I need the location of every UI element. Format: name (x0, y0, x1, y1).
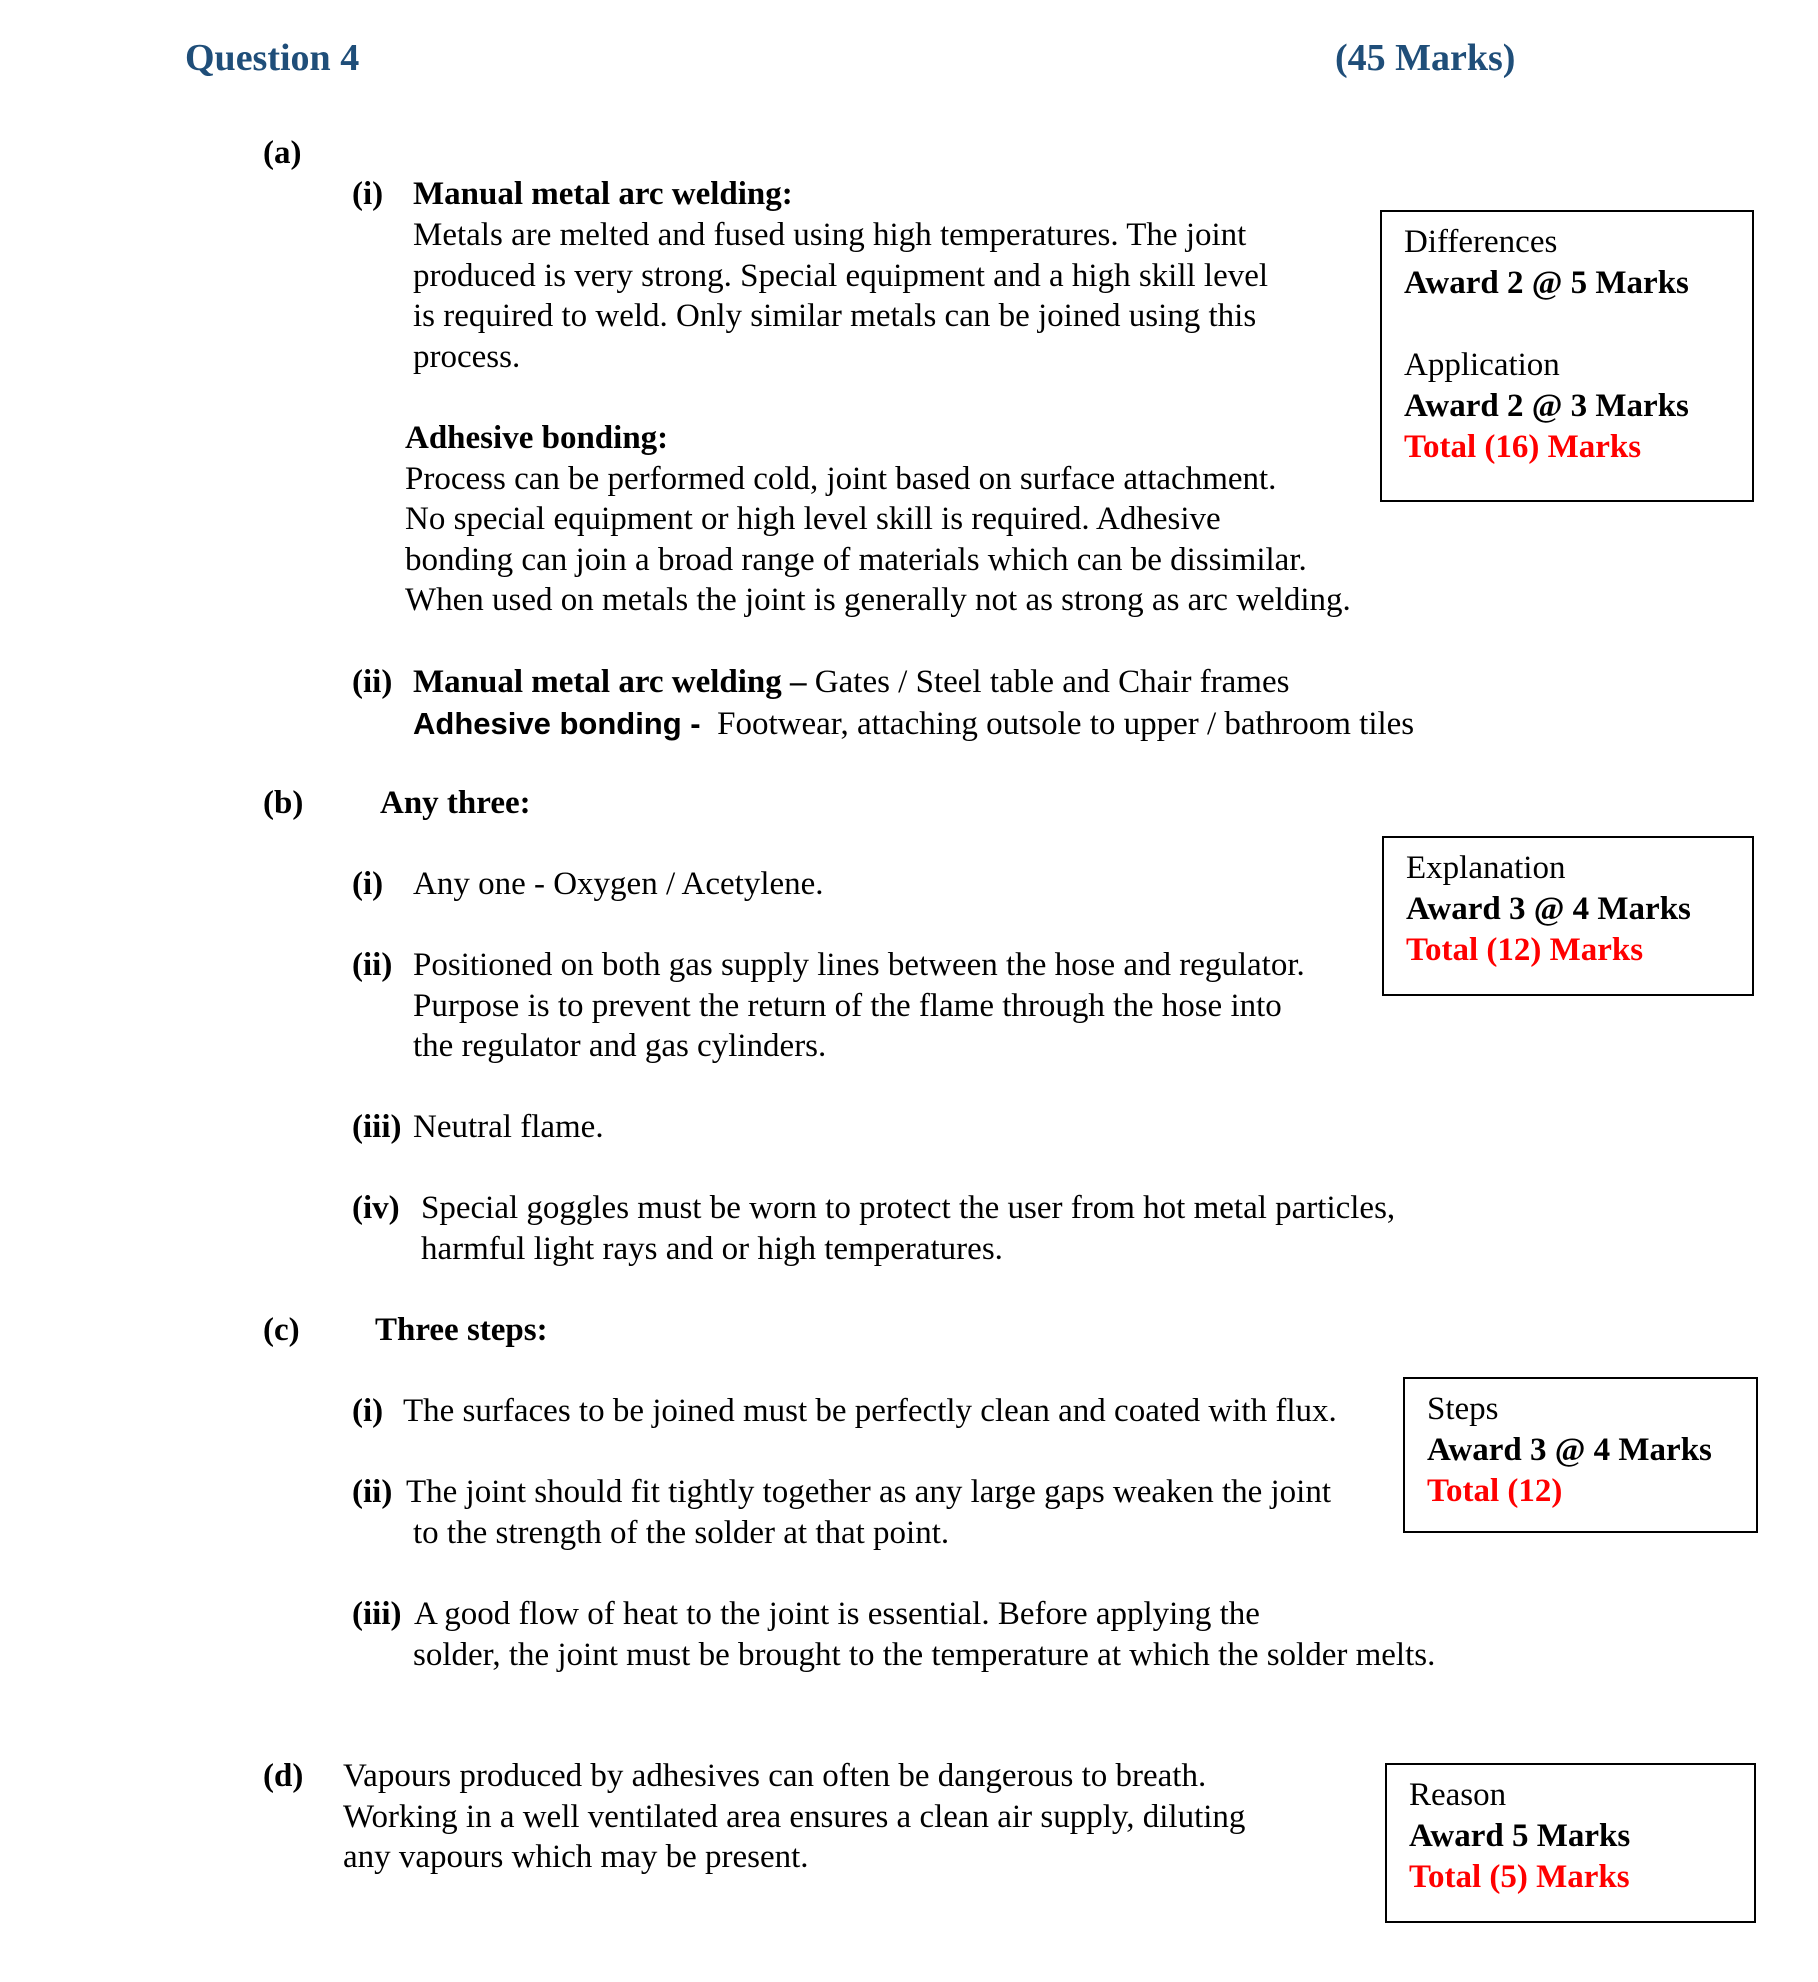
part-b-iii-num: (iii) (352, 1109, 402, 1145)
part-b-iv-line: Special goggles must be worn to protect the user from hot metal particles, (421, 1190, 1396, 1226)
marks-box-a-award: Award 2 @ 5 Marks (1404, 265, 1689, 301)
part-c-i-num: (i) (352, 1393, 384, 1429)
part-b-i-num: (i) (352, 866, 384, 902)
part-a-mma-line: process. (413, 339, 521, 375)
part-b-iv-num: (iv) (352, 1190, 400, 1226)
marks-box-d-total: Total (5) Marks (1409, 1859, 1630, 1895)
part-a-mma-line: is required to weld. Only similar metals can be joined using this (413, 298, 1257, 334)
part-a-adhesive-line: Process can be performed cold, joint based on surface attachment. (405, 461, 1277, 497)
part-a-ii-line2 (413, 703, 1414, 745)
part-b-heading: Any three: (380, 785, 531, 821)
part-a-adhesive-line: bonding can join a broad range of materials which can be dissimilar. (405, 542, 1307, 578)
part-a-adhesive-heading: Adhesive bonding: (405, 420, 669, 456)
part-d-line: Vapours produced by adhesives can often be dangerous to breath. (343, 1758, 1207, 1794)
application-mma-label: Manual metal arc welding – (413, 664, 807, 700)
marks-box-a-line: Application (1404, 347, 1560, 383)
part-c-label: (c) (263, 1312, 300, 1348)
part-d-label: (d) (263, 1758, 304, 1794)
part-a-mma-line: Metals are melted and fused using high temperatures. The joint (413, 217, 1247, 253)
part-d-line: any vapours which may be present. (343, 1839, 809, 1875)
application-mma-text: Gates / Steel table and Chair frames (806, 664, 1290, 700)
part-b-label: (b) (263, 785, 304, 821)
application-adhesive-text: Footwear, attaching outsole to upper / bathroom tiles (700, 706, 1415, 742)
marks-box-b-award: Award 3 @ 4 Marks (1406, 891, 1691, 927)
marks-box-c-line: Steps (1427, 1391, 1499, 1427)
part-b-iii-text: Neutral flame. (413, 1109, 604, 1145)
part-a-adhesive-line: When used on metals the joint is generally not as strong as arc welding. (405, 582, 1351, 618)
part-c-ii-line2: to the strength of the solder at that point. (413, 1515, 950, 1551)
part-a-ii-num: (ii) (352, 664, 393, 700)
part-a-label: (a) (263, 135, 302, 171)
part-c-ii-num: (ii) (352, 1474, 393, 1510)
application-adhesive-label: Adhesive bonding - (413, 706, 701, 741)
part-a-adhesive-line: No special equipment or high level skill is required. Adhesive (405, 501, 1221, 537)
total-marks: (45 Marks) (1335, 37, 1516, 79)
marks-box-c-award: Award 3 @ 4 Marks (1427, 1432, 1712, 1468)
marks-box-a-award: Award 2 @ 3 Marks (1404, 388, 1689, 424)
marks-box-c-total: Total (12) (1427, 1473, 1563, 1509)
marks-box-d-award: Award 5 Marks (1409, 1818, 1631, 1854)
marks-box-b (1382, 836, 1754, 996)
marks-box-b-total: Total (12) Marks (1406, 932, 1644, 968)
part-c-iii-num: (iii) (352, 1596, 402, 1632)
part-b-ii-line: the regulator and gas cylinders. (413, 1028, 827, 1064)
marks-box-a (1380, 210, 1754, 502)
part-a-i-num: (i) (352, 176, 384, 212)
marks-box-b-line: Explanation (1406, 850, 1566, 886)
part-c-ii-line1: The joint should fit tightly together as any large gaps weaken the joint (406, 1474, 1332, 1510)
part-b-ii-num: (ii) (352, 947, 393, 983)
marks-box-c (1403, 1377, 1758, 1533)
marks-box-a-total: Total (16) Marks (1404, 429, 1642, 465)
part-c-iii-line1: A good flow of heat to the joint is essential. Before applying the (414, 1596, 1260, 1632)
marks-box-d (1385, 1763, 1756, 1923)
marks-box-a-line: Differences (1404, 224, 1558, 260)
part-a-mma-heading: Manual metal arc welding: (413, 176, 793, 212)
part-a-ii-line1 (413, 662, 1289, 703)
part-b-ii-line: Positioned on both gas supply lines between the hose and regulator. (413, 947, 1305, 983)
part-b-iv-line: harmful light rays and or high temperatures. (421, 1231, 1003, 1267)
part-b-ii-line: Purpose is to prevent the return of the flame through the hose into (413, 988, 1282, 1024)
part-c-iii-line2: solder, the joint must be brought to the temperature at which the solder melts. (413, 1637, 1436, 1673)
part-a-mma-line: produced is very strong. Special equipment and a high skill level (413, 258, 1269, 294)
part-c-i-text: The surfaces to be joined must be perfectly clean and coated with flux. (403, 1393, 1337, 1429)
question-title: Question 4 (185, 37, 360, 79)
part-d-line: Working in a well ventilated area ensures a clean air supply, diluting (343, 1799, 1246, 1835)
marks-box-d-line: Reason (1409, 1777, 1507, 1813)
part-c-heading: Three steps: (375, 1312, 548, 1348)
part-b-i-text: Any one - Oxygen / Acetylene. (413, 866, 824, 902)
